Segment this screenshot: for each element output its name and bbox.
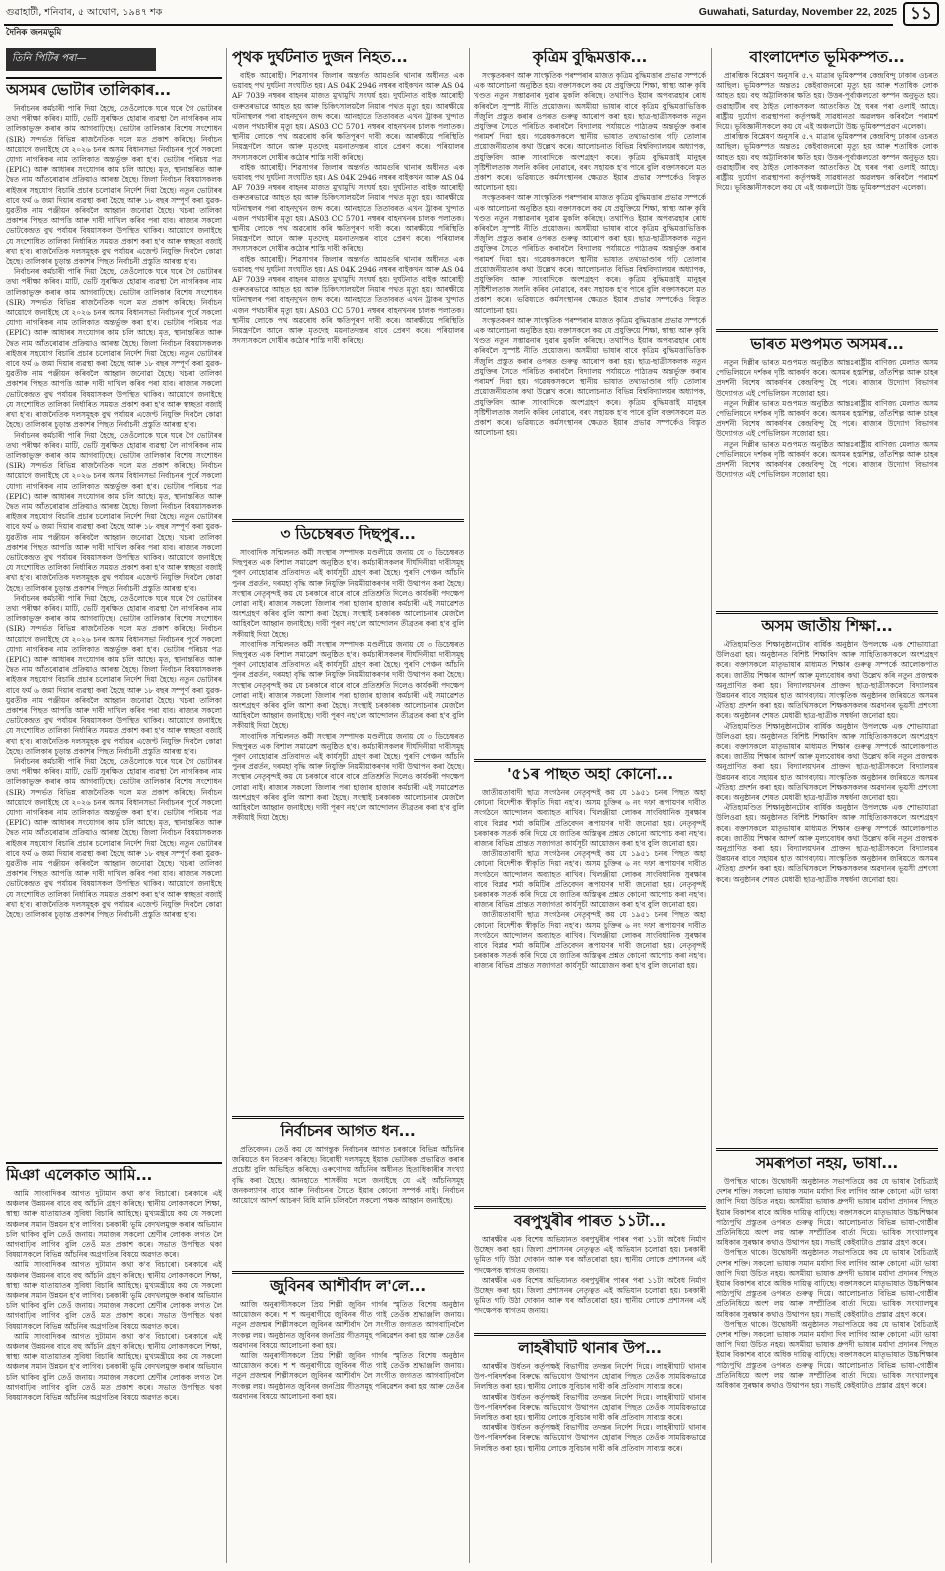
- story-body: প্ৰতিবেদন। তেওঁ কয় যে আগন্তুক নিৰ্বাচনৰ আগত চৰকাৰে বিভিন্ন আঁচনিৰ জৰিয়তে ধন বিতৰণ কৰিছে। বিৰোধী দলসমূহে ইয়াক ভোটাৰক প্ৰভাৱিত কৰাৰ প্ৰচেষ্টা বুলি অভিহিত কৰিছে। ওৰুণোদয় আঁচনিৰ অধীনত হিতাধিকাৰীৰ সংখ্যা বৃদ্ধি কৰা হৈছে। আনহাতে শাসকীয় দলে জনাইছে যে এই আঁচনিসমূহ জনকল্যাণৰ বাবে আৰু নিৰ্বাচনৰ সৈতে ইয়াৰ কোনো সম্পৰ্ক নাই। নিৰ্বাচন আয়োগে আদৰ্শ আচৰণ বিধি মানি চলিবলৈ সকলো পক্ষক আহ্বান জনাইছে।: [232, 1145, 464, 1206]
- date-english: Guwahati, Saturday, November 22, 2025: [698, 6, 897, 18]
- headline-container: [6, 77, 222, 100]
- story-headline: অসমৰ ভোটাৰ তালিকাৰ...: [6, 81, 171, 99]
- story-borpukhuri: [474, 1206, 706, 1325]
- headline-container: [716, 329, 938, 354]
- brand-bar: [4, 24, 893, 38]
- story-headline: জুবিনৰ আশীৰ্বাদ ল'লে...: [270, 1277, 426, 1295]
- story-body: আমি সাংবাদিকৰ আগত দুটামান কথা ক'ব বিচাৰো। চৰকাৰে এই অঞ্চলৰ উন্নয়নৰ বাবে বহু আঁচনি গ্ৰহণ কৰিছে। স্থানীয় লোকসকলে শিক্ষা, স্বাস্থ্য আৰু যাতায়াতৰ সুবিধা বিচাৰি আহিছে। মুখ্যমন্ত্ৰীয়ে কয় যে সকলো অঞ্চলৰ সমান উন্নয়ন হ'ব লাগিব। চৰকাৰী ভূমি বেদখলমুক্ত কৰাৰ অভিযান চলি থাকিব বুলি তেওঁ জনায়। সমাজৰ সকলো শ্ৰেণীৰ লোকক লগত লৈ আগবাঢ়িব লাগিব বুলি তেওঁ মত প্ৰকাশ কৰে। সভাত উপস্থিত থকা বিষয়াসকলে বিভিন্ন আঁচনিৰ অগ্ৰগতিৰ বিষয়ে অৱগত কৰে। আমি সাংবাদিকৰ আগত দুটামান কথা ক'ব বিচাৰো। চৰকাৰে এই অঞ্চলৰ উন্নয়নৰ বাবে বহু আঁচনি গ্ৰহণ কৰিছে। স্থানীয় লোকসকলে শিক্ষা, স্বাস্থ্য আৰু যাতায়াতৰ সুবিধা বিচাৰি আহিছে। মুখ্যমন্ত্ৰীয়ে কয় যে সকলো অঞ্চলৰ সমান উন্নয়ন হ'ব লাগিব। চৰকাৰী ভূমি বেদখলমুক্ত কৰাৰ অভিযান চলি থাকিব বুলি তেওঁ জনায়। সমাজৰ সকলো শ্ৰেণীৰ লোকক লগত লৈ আগবাঢ়িব লাগিব বুলি তেওঁ মত প্ৰকাশ কৰে। সভাত উপস্থিত থকা বিষয়াসকলে বিভিন্ন আঁচনিৰ অগ্ৰগতিৰ বিষয়ে অৱগত কৰে। আমি সাংবাদিকৰ আগত দুটামান কথা ক'ব বিচাৰো। চৰকাৰে এই অঞ্চলৰ উন্নয়নৰ বাবে বহু আঁচনি গ্ৰহণ কৰিছে। স্থানীয় লোকসকলে শিক্ষা, স্বাস্থ্য আৰু যাতায়াতৰ সুবিধা বিচাৰি আহিছে। মুখ্যমন্ত্ৰীয়ে কয় যে সকলো অঞ্চলৰ সমান উন্নয়ন হ'ব লাগিব। চৰকাৰী ভূমি বেদখলমুক্ত কৰাৰ অভিযান চলি থাকিব বুলি তেওঁ জনায়। সমাজৰ সকলো শ্ৰেণীৰ লোকক লগত লৈ আগবাঢ়িব লাগিব বুলি তেওঁ মত প্ৰকাশ কৰে। সভাত উপস্থিত থকা বিষয়াসকলে বিভিন্ন আঁচনিৰ অগ্ৰগতিৰ বিষয়ে অৱগত কৰে।: [6, 1189, 222, 1403]
- story-body: সাংবাদিক সন্মিলনত কৰ্মী সংস্থাৰ সম্পাদক মণ্ডলীয়ে জনায় যে ৩ ডিচেম্বৰত দিছপুৰত এক বিশাল সমাৱেশ অনুষ্ঠিত হ'ব। কৰ্মচাৰীসকলৰ দীৰ্ঘদিনীয়া দাবীসমূহ পূৰণ নোহোৱাৰ প্ৰতিবাদত এই কাৰ্যসূচী গ্ৰহণ কৰা হৈছে। পুৰণি পেঞ্চন আঁচনি পুনৰ প্ৰৱৰ্তন, দৰমহা বৃদ্ধি আৰু নিযুক্তি নিয়মীয়াকৰণৰ দাবী উত্থাপন কৰা হৈছে। সংস্থাৰ নেতৃবৃন্দই কয় যে চৰকাৰে বাৰে বাৰে প্ৰতিশ্ৰুতি দিলেও কাৰ্যকৰী পদক্ষেপ লোৱা নাই। ৰাজ্যৰ সকলো জিলাৰ পৰা হাজাৰ হাজাৰ কৰ্মচাৰী এই সমাৱেশত অংশগ্ৰহণ কৰিব বুলি আশা কৰা হৈছে। সংস্থাই চৰকাৰক আলোচনাৰ মেজলৈ আহিবলৈ আহ্বান জনাইছে। দাবী পূৰণ নহ'লে আন্দোলন তীব্ৰতৰ কৰা হ'ব বুলি সকীয়াই দিয়া হৈছে। সাংবাদিক সন্মিলনত কৰ্মী সংস্থাৰ সম্পাদক মণ্ডলীয়ে জনায় যে ৩ ডিচেম্বৰত দিছপুৰত এক বিশাল সমাৱেশ অনুষ্ঠিত হ'ব। কৰ্মচাৰীসকলৰ দীৰ্ঘদিনীয়া দাবীসমূহ পূৰণ নোহোৱাৰ প্ৰতিবাদত এই কাৰ্যসূচী গ্ৰহণ কৰা হৈছে। পুৰণি পেঞ্চন আঁচনি পুনৰ প্ৰৱৰ্তন, দৰমহা বৃদ্ধি আৰু নিযুক্তি নিয়মীয়াকৰণৰ দাবী উত্থাপন কৰা হৈছে। সংস্থাৰ নেতৃবৃন্দই কয় যে চৰকাৰে বাৰে বাৰে প্ৰতিশ্ৰুতি দিলেও কাৰ্যকৰী পদক্ষেপ লোৱা নাই। ৰাজ্যৰ সকলো জিলাৰ পৰা হাজাৰ হাজাৰ কৰ্মচাৰী এই সমাৱেশত অংশগ্ৰহণ কৰিব বুলি আশা কৰা হৈছে। সংস্থাই চৰকাৰক আলোচনাৰ মেজলৈ আহিবলৈ আহ্বান জনাইছে। দাবী পূৰণ নহ'লে আন্দোলন তীব্ৰতৰ কৰা হ'ব বুলি সকীয়াই দিয়া হৈছে। সাংবাদিক সন্মিলনত কৰ্মী সংস্থাৰ সম্পাদক মণ্ডলীয়ে জনায় যে ৩ ডিচেম্বৰত দিছপুৰত এক বিশাল সমাৱেশ অনুষ্ঠিত হ'ব। কৰ্মচাৰীসকলৰ দীৰ্ঘদিনীয়া দাবীসমূহ পূৰণ নোহোৱাৰ প্ৰতিবাদত এই কাৰ্যসূচী গ্ৰহণ কৰা হৈছে। পুৰণি পেঞ্চন আঁচনি পুনৰ প্ৰৱৰ্তন, দৰমহা বৃদ্ধি আৰু নিযুক্তি নিয়মীয়াকৰণৰ দাবী উত্থাপন কৰা হৈছে। সংস্থাৰ নেতৃবৃন্দই কয় যে চৰকাৰে বাৰে বাৰে প্ৰতিশ্ৰুতি দিলেও কাৰ্যকৰী পদক্ষেপ লোৱা নাই। ৰাজ্যৰ সকলো জিলাৰ পৰা হাজাৰ হাজাৰ কৰ্মচাৰী এই সমাৱেশত অংশগ্ৰহণ কৰিব বুলি আশা কৰা হৈছে। সংস্থাই চৰকাৰক আলোচনাৰ মেজলৈ আহিবলৈ আহ্বান জনাইছে। দাবী পূৰণ নহ'লে আন্দোলন তীব্ৰতৰ কৰা হ'ব বুলি সকীয়াই দিয়া হৈছে।: [232, 548, 464, 823]
- story-jatiya-shiksha: [716, 611, 938, 1140]
- story-voter-list: [6, 77, 222, 1154]
- column-divider: [711, 48, 712, 1563]
- masthead: [0, 0, 945, 42]
- story-headline: অসম জাতীয় শিক্ষা...: [761, 617, 893, 635]
- story-bharat-mandapam: [716, 329, 938, 603]
- story-headline: ৩ ডিচেম্বৰত দিছপুৰ...: [280, 525, 416, 543]
- section-label: তিনি পিটিৰ পৰা—: [6, 48, 156, 71]
- story-headline: নিৰ্বাচনৰ আগত ধন...: [280, 1122, 416, 1140]
- headline-container: [232, 1271, 464, 1296]
- story-body: জাতীয়তাবাদী ছাত্ৰ সংগঠনৰ নেতৃবৃন্দই কয় যে ১৯৫১ চনৰ পিছত অহা কোনো বিদেশীক স্বীকৃতি দিয়া নহ'ব। অসম চুক্তিৰ ৬ নং দফা ৰূপায়ণৰ দাবীত সংগঠনে আন্দোলন অব্যাহত ৰাখিব। খিলঞ্জীয়া লোকৰ সাংবিধানিক সুৰক্ষাৰ বাবে বিপ্লৱ শৰ্মা কমিটিৰ প্ৰতিবেদন ৰূপায়ণৰ দাবী জনোৱা হয়। নেতৃবৃন্দই চৰকাৰক সতৰ্ক কৰি দিয়ে যে জাতিৰ অস্তিত্বৰ প্ৰশ্নত কোনো আপোচ কৰা নহ'ব। ৰাজ্যৰ বিভিন্ন প্ৰান্তত সজাগতা কাৰ্যসূচী আয়োজন কৰা হ'ব বুলি জনোৱা হয়। জাতীয়তাবাদী ছাত্ৰ সংগঠনৰ নেতৃবৃন্দই কয় যে ১৯৫১ চনৰ পিছত অহা কোনো বিদেশীক স্বীকৃতি দিয়া নহ'ব। অসম চুক্তিৰ ৬ নং দফা ৰূপায়ণৰ দাবীত সংগঠনে আন্দোলন অব্যাহত ৰাখিব। খিলঞ্জীয়া লোকৰ সাংবিধানিক সুৰক্ষাৰ বাবে বিপ্লৱ শৰ্মা কমিটিৰ প্ৰতিবেদন ৰূপায়ণৰ দাবী জনোৱা হয়। নেতৃবৃন্দই চৰকাৰক সতৰ্ক কৰি দিয়ে যে জাতিৰ অস্তিত্বৰ প্ৰশ্নত কোনো আপোচ কৰা নহ'ব। ৰাজ্যৰ বিভিন্ন প্ৰান্তত সজাগতা কাৰ্যসূচী আয়োজন কৰা হ'ব বুলি জনোৱা হয়। জাতীয়তাবাদী ছাত্ৰ সংগঠনৰ নেতৃবৃন্দই কয় যে ১৯৫১ চনৰ পিছত অহা কোনো বিদেশীক স্বীকৃতি দিয়া নহ'ব। অসম চুক্তিৰ ৬ নং দফা ৰূপায়ণৰ দাবীত সংগঠনে আন্দোলন অব্যাহত ৰাখিব। খিলঞ্জীয়া লোকৰ সাংবিধানিক সুৰক্ষাৰ বাবে বিপ্লৱ শৰ্মা কমিটিৰ প্ৰতিবেদন ৰূপায়ণৰ দাবী জনোৱা হয়। নেতৃবৃন্দই চৰকাৰক সতৰ্ক কৰি দিয়ে যে জাতিৰ অস্তিত্বৰ প্ৰশ্নত কোনো আপোচ কৰা নহ'ব। ৰাজ্যৰ বিভিন্ন প্ৰান্তত সজাগতা কাৰ্যসূচী আয়োজন কৰা হ'ব বুলি জনোৱা হয়।: [474, 788, 706, 971]
- story-headline: সমৰূপতা নহয়, ভাষা...: [755, 1154, 899, 1172]
- column-divider: [226, 48, 227, 1563]
- headline-container: [716, 1148, 938, 1173]
- story-mia-area: [6, 1162, 222, 1563]
- column-3: [474, 48, 706, 1563]
- date-assamese: গুৱাহাটী, শনিবাৰ, ৫ আঘোণ, ১৯৪৭ শক: [6, 7, 163, 18]
- story-dispur: [232, 519, 464, 1108]
- story-laharighat: [474, 1333, 706, 1522]
- story-headline: বৰপুখুৰীৰ পাৰত ১১টা...: [514, 1212, 666, 1230]
- story-body: উপস্থিত থাকে। উদ্বোধনী অনুষ্ঠানত সভাপতিয়ে কয় যে ভাষাৰ বৈচিত্ৰ্যই দেশৰ শক্তি। সকলো ভাষাক সমান মৰ্যাদা দিব লাগিব আৰু কোনো এটা ভাষা জাপি দিয়া উচিত নহয়। অসমীয়া ভাষাক ধ্ৰুপদী ভাষাৰ মৰ্যাদা প্ৰদানৰ পিছত ইয়াৰ বিকাশৰ বাবে অধিক দায়িত্ব বাঢ়িছে। বক্তাসকলে মাতৃভাষাত উচ্চশিক্ষাৰ পাঠ্যপুথি প্ৰস্তুতৰ ওপৰত গুৰুত্ব দিয়ে। আলোচনাত বিভিন্ন ভাষা-গোষ্ঠীৰ প্ৰতিনিধিয়ে অংশ লয় আৰু সম্প্ৰীতিৰ বাৰ্তা দিয়ে। ভাষিক সংখ্যালঘুৰ অধিকাৰ সুৰক্ষাৰ কথাও উত্থাপন হয়। সভাই কেইবাটাও প্ৰস্তাৱ গ্ৰহণ কৰে। উপস্থিত থাকে। উদ্বোধনী অনুষ্ঠানত সভাপতিয়ে কয় যে ভাষাৰ বৈচিত্ৰ্যই দেশৰ শক্তি। সকলো ভাষাক সমান মৰ্যাদা দিব লাগিব আৰু কোনো এটা ভাষা জাপি দিয়া উচিত নহয়। অসমীয়া ভাষাক ধ্ৰুপদী ভাষাৰ মৰ্যাদা প্ৰদানৰ পিছত ইয়াৰ বিকাশৰ বাবে অধিক দায়িত্ব বাঢ়িছে। বক্তাসকলে মাতৃভাষাত উচ্চশিক্ষাৰ পাঠ্যপুথি প্ৰস্তুতৰ ওপৰত গুৰুত্ব দিয়ে। আলোচনাত বিভিন্ন ভাষা-গোষ্ঠীৰ প্ৰতিনিধিয়ে অংশ লয় আৰু সম্প্ৰীতিৰ বাৰ্তা দিয়ে। ভাষিক সংখ্যালঘুৰ অধিকাৰ সুৰক্ষাৰ কথাও উত্থাপন হয়। সভাই কেইবাটাও প্ৰস্তাৱ গ্ৰহণ কৰে। উপস্থিত থাকে। উদ্বোধনী অনুষ্ঠানত সভাপতিয়ে কয় যে ভাষাৰ বৈচিত্ৰ্যই দেশৰ শক্তি। সকলো ভাষাক সমান মৰ্যাদা দিব লাগিব আৰু কোনো এটা ভাষা জাপি দিয়া উচিত নহয়। অসমীয়া ভাষাক ধ্ৰুপদী ভাষাৰ মৰ্যাদা প্ৰদানৰ পিছত ইয়াৰ বিকাশৰ বাবে অধিক দায়িত্ব বাঢ়িছে। বক্তাসকলে মাতৃভাষাত উচ্চশিক্ষাৰ পাঠ্যপুথি প্ৰস্তুতৰ ওপৰত গুৰুত্ব দিয়ে। আলোচনাত বিভিন্ন ভাষা-গোষ্ঠীৰ প্ৰতিনিধিয়ে অংশ লয় আৰু সম্প্ৰীতিৰ বাৰ্তা দিয়ে। ভাষিক সংখ্যালঘুৰ অধিকাৰ সুৰক্ষাৰ কথাও উত্থাপন হয়। সভাই কেইবাটাও প্ৰস্তাৱ গ্ৰহণ কৰে।: [716, 1177, 938, 1391]
- newspaper-brand: দৈনিক জনমভূমি: [6, 28, 62, 38]
- page-number: ১১: [903, 2, 939, 26]
- story-1951: [474, 759, 706, 1198]
- story-headline: কৃত্ৰিম বুদ্ধিমত্তাক...: [532, 48, 648, 66]
- story-body: আৰক্ষীৰ এক বিশেষ অভিযানত বৰপুখুৰীৰ পাৰৰ পৰা ১১টা অবৈধ নিৰ্মাণ উচ্ছেদ কৰা হয়। জিলা প্ৰশাসনৰ নেতৃত্বত এই অভিযান চলোৱা হয়। চৰকাৰী ভূমিত গঢ়ি উঠা দোকান আৰু ঘৰ আঁতৰোৱা হয়। স্থানীয় লোকে প্ৰশাসনৰ এই পদক্ষেপক স্বাগতম জনায়। আৰক্ষীৰ এক বিশেষ অভিযানত বৰপুখুৰীৰ পাৰৰ পৰা ১১টা অবৈধ নিৰ্মাণ উচ্ছেদ কৰা হয়। জিলা প্ৰশাসনৰ নেতৃত্বত এই অভিযান চলোৱা হয়। চৰকাৰী ভূমিত গঢ়ি উঠা দোকান আৰু ঘৰ আঁতৰোৱা হয়। স্থানীয় লোকে প্ৰশাসনৰ এই পদক্ষেপক স্বাগতম জনায়।: [474, 1235, 706, 1316]
- story-headline: বাংলাদেশত ভূমিকম্পত...: [749, 48, 905, 66]
- story-headline: লাহৰীঘাট থানাৰ উপ...: [518, 1339, 662, 1357]
- column-divider: [469, 48, 470, 1563]
- headline-container: [474, 1333, 706, 1358]
- story-bangladesh-quake: [716, 48, 938, 321]
- story-body: সংস্কৃতকৰণ আৰু সাংস্কৃতিক পৰম্পৰাৰ মাজত কৃত্ৰিম বুদ্ধিমত্তাৰ প্ৰভাৱ সম্পৰ্কে এক আলোচনা অনুষ্ঠিত হয়। বক্তাসকলে কয় যে প্ৰযুক্তিয়ে শিক্ষা, স্বাস্থ্য আৰু কৃষি খণ্ডত নতুন সম্ভাৱনাৰ দুৱাৰ মুকলি কৰিছে। তথাপিও ইয়াৰ অপব্যৱহাৰ ৰোধ কৰিবলৈ সুস্পষ্ট নীতি প্ৰয়োজন। অসমীয়া ভাষাৰ বাবে কৃত্ৰিম বুদ্ধিমত্তাভিত্তিক সঁজুলি প্ৰস্তুত কৰাৰ ওপৰত গুৰুত্ব আৰোপ কৰা হয়। ছাত্ৰ-ছাত্ৰীসকলক নতুন প্ৰযুক্তিৰ সৈতে পৰিচিত কৰাবলৈ বিদ্যালয় পৰ্যায়তে পাঠ্যক্ৰম অন্তৰ্ভুক্ত কৰাৰ পৰামৰ্শ দিয়া হয়। গৱেষকসকলে স্থানীয় ভাষাত তথ্যভাণ্ডাৰ গঢ়ি তোলাৰ প্ৰয়োজনীয়তাৰ কথা উল্লেখ কৰে। আলোচনাত বিভিন্ন বিশ্ববিদ্যালয়ৰ অধ্যাপক, প্ৰযুক্তিবিদ আৰু সাংবাদিকে অংশগ্ৰহণ কৰে। কৃত্ৰিম বুদ্ধিমত্তাই মানুহৰ সৃষ্টিশীলতাক সলনি কৰিব নোৱাৰে, বৰং সহায়ক হ'ব পাৰে বুলি বক্তাসকলে মত প্ৰকাশ কৰে। ভৱিষ্যতে কৰ্মসংস্থানৰ ক্ষেত্ৰত ইয়াৰ প্ৰভাৱ সম্পৰ্কেও বিস্তৃত আলোচনা হয়। সংস্কৃতকৰণ আৰু সাংস্কৃতিক পৰম্পৰাৰ মাজত কৃত্ৰিম বুদ্ধিমত্তাৰ প্ৰভাৱ সম্পৰ্কে এক আলোচনা অনুষ্ঠিত হয়। বক্তাসকলে কয় যে প্ৰযুক্তিয়ে শিক্ষা, স্বাস্থ্য আৰু কৃষি খণ্ডত নতুন সম্ভাৱনাৰ দুৱাৰ মুকলি কৰিছে। তথাপিও ইয়াৰ অপব্যৱহাৰ ৰোধ কৰিবলৈ সুস্পষ্ট নীতি প্ৰয়োজন। অসমীয়া ভাষাৰ বাবে কৃত্ৰিম বুদ্ধিমত্তাভিত্তিক সঁজুলি প্ৰস্তুত কৰাৰ ওপৰত গুৰুত্ব আৰোপ কৰা হয়। ছাত্ৰ-ছাত্ৰীসকলক নতুন প্ৰযুক্তিৰ সৈতে পৰিচিত কৰাবলৈ বিদ্যালয় পৰ্যায়তে পাঠ্যক্ৰম অন্তৰ্ভুক্ত কৰাৰ পৰামৰ্শ দিয়া হয়। গৱেষকসকলে স্থানীয় ভাষাত তথ্যভাণ্ডাৰ গঢ়ি তোলাৰ প্ৰয়োজনীয়তাৰ কথা উল্লেখ কৰে। আলোচনাত বিভিন্ন বিশ্ববিদ্যালয়ৰ অধ্যাপক, প্ৰযুক্তিবিদ আৰু সাংবাদিকে অংশগ্ৰহণ কৰে। কৃত্ৰিম বুদ্ধিমত্তাই মানুহৰ সৃষ্টিশীলতাক সলনি কৰিব নোৱাৰে, বৰং সহায়ক হ'ব পাৰে বুলি বক্তাসকলে মত প্ৰকাশ কৰে। ভৱিষ্যতে কৰ্মসংস্থানৰ ক্ষেত্ৰত ইয়াৰ প্ৰভাৱ সম্পৰ্কেও বিস্তৃত আলোচনা হয়। সংস্কৃতকৰণ আৰু সাংস্কৃতিক পৰম্পৰাৰ মাজত কৃত্ৰিম বুদ্ধিমত্তাৰ প্ৰভাৱ সম্পৰ্কে এক আলোচনা অনুষ্ঠিত হয়। বক্তাসকলে কয় যে প্ৰযুক্তিয়ে শিক্ষা, স্বাস্থ্য আৰু কৃষি খণ্ডত নতুন সম্ভাৱনাৰ দুৱাৰ মুকলি কৰিছে। তথাপিও ইয়াৰ অপব্যৱহাৰ ৰোধ কৰিবলৈ সুস্পষ্ট নীতি প্ৰয়োজন। অসমীয়া ভাষাৰ বাবে কৃত্ৰিম বুদ্ধিমত্তাভিত্তিক সঁজুলি প্ৰস্তুত কৰাৰ ওপৰত গুৰুত্ব আৰোপ কৰা হয়। ছাত্ৰ-ছাত্ৰীসকলক নতুন প্ৰযুক্তিৰ সৈতে পৰিচিত কৰাবলৈ বিদ্যালয় পৰ্যায়তে পাঠ্যক্ৰম অন্তৰ্ভুক্ত কৰাৰ পৰামৰ্শ দিয়া হয়। গৱেষকসকলে স্থানীয় ভাষাত তথ্যভাণ্ডাৰ গঢ়ি তোলাৰ প্ৰয়োজনীয়তাৰ কথা উল্লেখ কৰে। আলোচনাত বিভিন্ন বিশ্ববিদ্যালয়ৰ অধ্যাপক, প্ৰযুক্তিবিদ আৰু সাংবাদিকে অংশগ্ৰহণ কৰে। কৃত্ৰিম বুদ্ধিমত্তাই মানুহৰ সৃষ্টিশীলতাক সলনি কৰিব নোৱাৰে, বৰং সহায়ক হ'ব পাৰে বুলি বক্তাসকলে মত প্ৰকাশ কৰে। ভৱিষ্যতে কৰ্মসংস্থানৰ ক্ষেত্ৰত ইয়াৰ প্ৰভাৱ সম্পৰ্কেও বিস্তৃত আলোচনা হয়।: [474, 71, 706, 438]
- column-2: [232, 48, 464, 1563]
- story-zubeen: [232, 1271, 464, 1563]
- headline-container: [232, 1116, 464, 1141]
- story-body: প্ৰাৰম্ভিক বিশ্লেষণ অনুসৰি ৫.৭ মাত্ৰাৰ ভূমিকম্পৰ কেন্দ্ৰবিন্দু ঢাকাৰ ওচৰত আছিল। ভূমিকম্পত অন্ততঃ কেইবাজনৰো মৃত্যু হয় আৰু শতাধিক লোক আহত হয়। বহু অট্টালিকাৰ ক্ষতি হয়। উত্তৰ-পূৰ্বাঞ্চলতো কম্পন অনুভূত হয়। গুৱাহাটীৰ বহু ঠাইত লোকসকল আতংকিত হৈ ঘৰৰ পৰা ওলাই আহে। ৰাষ্ট্ৰীয় দুৰ্যোগ ব্যৱস্থাপনা কৰ্তৃপক্ষই সাৱধানতা অৱলম্বন কৰিবলৈ পৰামৰ্শ দিয়ে। ভূবিজ্ঞানীসকলে কয় যে এই অঞ্চলটো উচ্চ ভূমিকম্পপ্ৰৱণ এলেকা। প্ৰাৰম্ভিক বিশ্লেষণ অনুসৰি ৫.৭ মাত্ৰাৰ ভূমিকম্পৰ কেন্দ্ৰবিন্দু ঢাকাৰ ওচৰত আছিল। ভূমিকম্পত অন্ততঃ কেইবাজনৰো মৃত্যু হয় আৰু শতাধিক লোক আহত হয়। বহু অট্টালিকাৰ ক্ষতি হয়। উত্তৰ-পূৰ্বাঞ্চলতো কম্পন অনুভূত হয়। গুৱাহাটীৰ বহু ঠাইত লোকসকল আতংকিত হৈ ঘৰৰ পৰা ওলাই আহে। ৰাষ্ট্ৰীয় দুৰ্যোগ ব্যৱস্থাপনা কৰ্তৃপক্ষই সাৱধানতা অৱলম্বন কৰিবলৈ পৰামৰ্শ দিয়ে। ভূবিজ্ঞানীসকলে কয় যে এই অঞ্চলটো উচ্চ ভূমিকম্পপ্ৰৱণ এলেকা।: [716, 71, 938, 193]
- story-accident: [232, 48, 464, 511]
- story-body: নিৰ্বাচনৰ কৰ্মচাৰী পাৰি দিয়া হৈছে, তেওঁলোকে ঘৰে ঘৰে গৈ ভোটাৰৰ তথ্য পৰীক্ষা কৰিব। মাটি, ভেটি সুৰক্ষিত হোৱাৰ ব্যৱস্থা লৈ নাগৰিকৰ নাম তালিকাভুক্ত কৰাৰ কাম আগবাঢ়িছে। ভোটাৰ তালিকাৰ বিশেষ সংশোধন (SIR) সন্দৰ্ভত বিভিন্ন ৰাজনৈতিক দলে মত প্ৰকাশ কৰিছে। নিৰ্বাচন আয়োগে জনাইছে যে ২০২৬ চনৰ অসম বিধানসভা নিৰ্বাচনৰ পূৰ্বে সকলো যোগ্য নাগৰিকৰ নাম তালিকাত অন্তৰ্ভুক্ত কৰা হ'ব। ভোটাৰ পৰিচয় পত্ৰ (EPIC) আৰু আধাৰৰ সংযোগৰ কাম চলি আছে। মৃত, স্থানান্তৰিত আৰু দ্বৈত নাম আঁতৰোৱাৰ প্ৰক্ৰিয়াও আৰম্ভ হৈছে। জিলা নিৰ্বাচন বিষয়াসকলক ৰাইজৰ সহযোগ বিচাৰি প্ৰচাৰ চলোৱাৰ নিৰ্দেশ দিয়া হৈছে। নতুন ভোটাৰৰ বাবে ফৰ্ম ৬ জমা দিয়াৰ ব্যৱস্থা কৰা হৈছে আৰু ১৮ বছৰ সম্পূৰ্ণ কৰা যুৱক-যুৱতীক নাম পঞ্জীয়ন কৰিবলৈ আহ্বান জনোৱা হৈছে। খচৰা তালিকা প্ৰকাশৰ পিছত আপত্তি আৰু দাবী দাখিল কৰিব পৰা যাব। ৰাজ্যৰ সকলো ভোটকেন্দ্ৰত বুথ পৰ্যায়ৰ বিষয়াসকল উপস্থিত থাকিব। আয়োগে জনাইছে যে সংশোধিত তালিকা নিৰ্ধাৰিত সময়ত প্ৰকাশ কৰা হ'ব আৰু স্বচ্ছতা বজাই ৰখা হ'ব। ৰাজনৈতিক দলসমূহক বুথ পৰ্যায়ৰ এজেণ্ট নিযুক্তি দিবলৈ কোৱা হৈছে। তালিকাৰ চূড়ান্ত প্ৰকাশৰ পিছত নিৰ্বাচনী প্ৰস্তুতি আৰম্ভ হ'ব। নিৰ্বাচনৰ কৰ্মচাৰী পাৰি দিয়া হৈছে, তেওঁলোকে ঘৰে ঘৰে গৈ ভোটাৰৰ তথ্য পৰীক্ষা কৰিব। মাটি, ভেটি সুৰক্ষিত হোৱাৰ ব্যৱস্থা লৈ নাগৰিকৰ নাম তালিকাভুক্ত কৰাৰ কাম আগবাঢ়িছে। ভোটাৰ তালিকাৰ বিশেষ সংশোধন (SIR) সন্দৰ্ভত বিভিন্ন ৰাজনৈতিক দলে মত প্ৰকাশ কৰিছে। নিৰ্বাচন আয়োগে জনাইছে যে ২০২৬ চনৰ অসম বিধানসভা নিৰ্বাচনৰ পূৰ্বে সকলো যোগ্য নাগৰিকৰ নাম তালিকাত অন্তৰ্ভুক্ত কৰা হ'ব। ভোটাৰ পৰিচয় পত্ৰ (EPIC) আৰু আধাৰৰ সংযোগৰ কাম চলি আছে। মৃত, স্থানান্তৰিত আৰু দ্বৈত নাম আঁতৰোৱাৰ প্ৰক্ৰিয়াও আৰম্ভ হৈছে। জিলা নিৰ্বাচন বিষয়াসকলক ৰাইজৰ সহযোগ বিচাৰি প্ৰচাৰ চলোৱাৰ নিৰ্দেশ দিয়া হৈছে। নতুন ভোটাৰৰ বাবে ফৰ্ম ৬ জমা দিয়াৰ ব্যৱস্থা কৰা হৈছে আৰু ১৮ বছৰ সম্পূৰ্ণ কৰা যুৱক-যুৱতীক নাম পঞ্জীয়ন কৰিবলৈ আহ্বান জনোৱা হৈছে। খচৰা তালিকা প্ৰকাশৰ পিছত আপত্তি আৰু দাবী দাখিল কৰিব পৰা যাব। ৰাজ্যৰ সকলো ভোটকেন্দ্ৰত বুথ পৰ্যায়ৰ বিষয়াসকল উপস্থিত থাকিব। আয়োগে জনাইছে যে সংশোধিত তালিকা নিৰ্ধাৰিত সময়ত প্ৰকাশ কৰা হ'ব আৰু স্বচ্ছতা বজাই ৰখা হ'ব। ৰাজনৈতিক দলসমূহক বুথ পৰ্যায়ৰ এজেণ্ট নিযুক্তি দিবলৈ কোৱা হৈছে। তালিকাৰ চূড়ান্ত প্ৰকাশৰ পিছত নিৰ্বাচনী প্ৰস্তুতি আৰম্ভ হ'ব। নিৰ্বাচনৰ কৰ্মচাৰী পাৰি দিয়া হৈছে, তেওঁলোকে ঘৰে ঘৰে গৈ ভোটাৰৰ তথ্য পৰীক্ষা কৰিব। মাটি, ভেটি সুৰক্ষিত হোৱাৰ ব্যৱস্থা লৈ নাগৰিকৰ নাম তালিকাভুক্ত কৰাৰ কাম আগবাঢ়িছে। ভোটাৰ তালিকাৰ বিশেষ সংশোধন (SIR) সন্দৰ্ভত বিভিন্ন ৰাজনৈতিক দলে মত প্ৰকাশ কৰিছে। নিৰ্বাচন আয়োগে জনাইছে যে ২০২৬ চনৰ অসম বিধানসভা নিৰ্বাচনৰ পূৰ্বে সকলো যোগ্য নাগৰিকৰ নাম তালিকাত অন্তৰ্ভুক্ত কৰা হ'ব। ভোটাৰ পৰিচয় পত্ৰ (EPIC) আৰু আধাৰৰ সংযোগৰ কাম চলি আছে। মৃত, স্থানান্তৰিত আৰু দ্বৈত নাম আঁতৰোৱাৰ প্ৰক্ৰিয়াও আৰম্ভ হৈছে। জিলা নিৰ্বাচন বিষয়াসকলক ৰাইজৰ সহযোগ বিচাৰি প্ৰচাৰ চলোৱাৰ নিৰ্দেশ দিয়া হৈছে। নতুন ভোটাৰৰ বাবে ফৰ্ম ৬ জমা দিয়াৰ ব্যৱস্থা কৰা হৈছে আৰু ১৮ বছৰ সম্পূৰ্ণ কৰা যুৱক-যুৱতীক নাম পঞ্জীয়ন কৰিবলৈ আহ্বান জনোৱা হৈছে। খচৰা তালিকা প্ৰকাশৰ পিছত আপত্তি আৰু দাবী দাখিল কৰিব পৰা যাব। ৰাজ্যৰ সকলো ভোটকেন্দ্ৰত বুথ পৰ্যায়ৰ বিষয়াসকল উপস্থিত থাকিব। আয়োগে জনাইছে যে সংশোধিত তালিকা নিৰ্ধাৰিত সময়ত প্ৰকাশ কৰা হ'ব আৰু স্বচ্ছতা বজাই ৰখা হ'ব। ৰাজনৈতিক দলসমূহক বুথ পৰ্যায়ৰ এজেণ্ট নিযুক্তি দিবলৈ কোৱা হৈছে। তালিকাৰ চূড়ান্ত প্ৰকাশৰ পিছত নিৰ্বাচনী প্ৰস্তুতি আৰম্ভ হ'ব। নিৰ্বাচনৰ কৰ্মচাৰী পাৰি দিয়া হৈছে, তেওঁলোকে ঘৰে ঘৰে গৈ ভোটাৰৰ তথ্য পৰীক্ষা কৰিব। মাটি, ভেটি সুৰক্ষিত হোৱাৰ ব্যৱস্থা লৈ নাগৰিকৰ নাম তালিকাভুক্ত কৰাৰ কাম আগবাঢ়িছে। ভোটাৰ তালিকাৰ বিশেষ সংশোধন (SIR) সন্দৰ্ভত বিভিন্ন ৰাজনৈতিক দলে মত প্ৰকাশ কৰিছে। নিৰ্বাচন আয়োগে জনাইছে যে ২০২৬ চনৰ অসম বিধানসভা নিৰ্বাচনৰ পূৰ্বে সকলো যোগ্য নাগৰিকৰ নাম তালিকাত অন্তৰ্ভুক্ত কৰা হ'ব। ভোটাৰ পৰিচয় পত্ৰ (EPIC) আৰু আধাৰৰ সংযোগৰ কাম চলি আছে। মৃত, স্থানান্তৰিত আৰু দ্বৈত নাম আঁতৰোৱাৰ প্ৰক্ৰিয়াও আৰম্ভ হৈছে। জিলা নিৰ্বাচন বিষয়াসকলক ৰাইজৰ সহযোগ বিচাৰি প্ৰচাৰ চলোৱাৰ নিৰ্দেশ দিয়া হৈছে। নতুন ভোটাৰৰ বাবে ফৰ্ম ৬ জমা দিয়াৰ ব্যৱস্থা কৰা হৈছে আৰু ১৮ বছৰ সম্পূৰ্ণ কৰা যুৱক-যুৱতীক নাম পঞ্জীয়ন কৰিবলৈ আহ্বান জনোৱা হৈছে। খচৰা তালিকা প্ৰকাশৰ পিছত আপত্তি আৰু দাবী দাখিল কৰিব পৰা যাব। ৰাজ্যৰ সকলো ভোটকেন্দ্ৰত বুথ পৰ্যায়ৰ বিষয়াসকল উপস্থিত থাকিব। আয়োগে জনাইছে যে সংশোধিত তালিকা নিৰ্ধাৰিত সময়ত প্ৰকাশ কৰা হ'ব আৰু স্বচ্ছতা বজাই ৰখা হ'ব। ৰাজনৈতিক দলসমূহক বুথ পৰ্যায়ৰ এজেণ্ট নিযুক্তি দিবলৈ কোৱা হৈছে। তালিকাৰ চূড়ান্ত প্ৰকাশৰ পিছত নিৰ্বাচনী প্ৰস্তুতি আৰম্ভ হ'ব। নিৰ্বাচনৰ কৰ্মচাৰী পাৰি দিয়া হৈছে, তেওঁলোকে ঘৰে ঘৰে গৈ ভোটাৰৰ তথ্য পৰীক্ষা কৰিব। মাটি, ভেটি সুৰক্ষিত হোৱাৰ ব্যৱস্থা লৈ নাগৰিকৰ নাম তালিকাভুক্ত কৰাৰ কাম আগবাঢ়িছে। ভোটাৰ তালিকাৰ বিশেষ সংশোধন (SIR) সন্দৰ্ভত বিভিন্ন ৰাজনৈতিক দলে মত প্ৰকাশ কৰিছে। নিৰ্বাচন আয়োগে জনাইছে যে ২০২৬ চনৰ অসম বিধানসভা নিৰ্বাচনৰ পূৰ্বে সকলো যোগ্য নাগৰিকৰ নাম তালিকাত অন্তৰ্ভুক্ত কৰা হ'ব। ভোটাৰ পৰিচয় পত্ৰ (EPIC) আৰু আধাৰৰ সংযোগৰ কাম চলি আছে। মৃত, স্থানান্তৰিত আৰু দ্বৈত নাম আঁতৰোৱাৰ প্ৰক্ৰিয়াও আৰম্ভ হৈছে। জিলা নিৰ্বাচন বিষয়াসকলক ৰাইজৰ সহযোগ বিচাৰি প্ৰচাৰ চলোৱাৰ নিৰ্দেশ দিয়া হৈছে। নতুন ভোটাৰৰ বাবে ফৰ্ম ৬ জমা দিয়াৰ ব্যৱস্থা কৰা হৈছে আৰু ১৮ বছৰ সম্পূৰ্ণ কৰা যুৱক-যুৱতীক নাম পঞ্জীয়ন কৰিবলৈ আহ্বান জনোৱা হৈছে। খচৰা তালিকা প্ৰকাশৰ পিছত আপত্তি আৰু দাবী দাখিল কৰিব পৰা যাব। ৰাজ্যৰ সকলো ভোটকেন্দ্ৰত বুথ পৰ্যায়ৰ বিষয়াসকল উপস্থিত থাকিব। আয়োগে জনাইছে যে সংশোধিত তালিকা নিৰ্ধাৰিত সময়ত প্ৰকাশ কৰা হ'ব আৰু স্বচ্ছতা বজাই ৰখা হ'ব। ৰাজনৈতিক দলসমূহক বুথ পৰ্যায়ৰ এজেণ্ট নিযুক্তি দিবলৈ কোৱা হৈছে। তালিকাৰ চূড়ান্ত প্ৰকাশৰ পিছত নিৰ্বাচনী প্ৰস্তুতি আৰম্ভ হ'ব।: [6, 104, 222, 920]
- story-body: বাইক আৰোহী। শিৱসাগৰ জিলাৰ অন্তৰ্গত আমগুৰি থানাৰ অধীনত এক ভয়াবহ পথ দুৰ্ঘটনা সংঘটিত হয়। AS 04K 2946 নম্বৰৰ বাইকখন আৰু AS 04 AF 7039 নম্বৰৰ বাহনৰ মাজত মুখামুখি সংঘৰ্ষ হয়। দুৰ্ঘটনাত বাইক আৰোহী গুৰুতৰভাৱে আহত হয় আৰু চিকিৎসালয়লৈ নিয়াৰ পথত মৃত্যু হয়। আৰক্ষীয়ে ঘটনাস্থলৰ পৰা বাহনদুখন জব্দ কৰে। আনহাতে তিতাবৰত এখন ট্ৰাকৰ খুন্দাত এজন পথচাৰীৰ মৃত্যু হয়। AS03 CC 5701 নম্বৰৰ বাহনখনৰ চালক পলাতক। স্থানীয় লোকে পথ অৱৰোধ কৰি ক্ষতিপূৰণ দাবী কৰে। আৰক্ষীয়ে পৰিস্থিতি নিয়ন্ত্ৰণলৈ আনে আৰু মৃতদেহ ময়নাতদন্তৰ বাবে প্ৰেৰণ কৰে। পৰিয়ালৰ সদস্যসকলে দোষীৰ কঠোৰ শাস্তি দাবী কৰিছে। বাইক আৰোহী। শিৱসাগৰ জিলাৰ অন্তৰ্গত আমগুৰি থানাৰ অধীনত এক ভয়াবহ পথ দুৰ্ঘটনা সংঘটিত হয়। AS 04K 2946 নম্বৰৰ বাইকখন আৰু AS 04 AF 7039 নম্বৰৰ বাহনৰ মাজত মুখামুখি সংঘৰ্ষ হয়। দুৰ্ঘটনাত বাইক আৰোহী গুৰুতৰভাৱে আহত হয় আৰু চিকিৎসালয়লৈ নিয়াৰ পথত মৃত্যু হয়। আৰক্ষীয়ে ঘটনাস্থলৰ পৰা বাহনদুখন জব্দ কৰে। আনহাতে তিতাবৰত এখন ট্ৰাকৰ খুন্দাত এজন পথচাৰীৰ মৃত্যু হয়। AS03 CC 5701 নম্বৰৰ বাহনখনৰ চালক পলাতক। স্থানীয় লোকে পথ অৱৰোধ কৰি ক্ষতিপূৰণ দাবী কৰে। আৰক্ষীয়ে পৰিস্থিতি নিয়ন্ত্ৰণলৈ আনে আৰু মৃতদেহ ময়নাতদন্তৰ বাবে প্ৰেৰণ কৰে। পৰিয়ালৰ সদস্যসকলে দোষীৰ কঠোৰ শাস্তি দাবী কৰিছে। বাইক আৰোহী। শিৱসাগৰ জিলাৰ অন্তৰ্গত আমগুৰি থানাৰ অধীনত এক ভয়াবহ পথ দুৰ্ঘটনা সংঘটিত হয়। AS 04K 2946 নম্বৰৰ বাইকখন আৰু AS 04 AF 7039 নম্বৰৰ বাহনৰ মাজত মুখামুখি সংঘৰ্ষ হয়। দুৰ্ঘটনাত বাইক আৰোহী গুৰুতৰভাৱে আহত হয় আৰু চিকিৎসালয়লৈ নিয়াৰ পথত মৃত্যু হয়। আৰক্ষীয়ে ঘটনাস্থলৰ পৰা বাহনদুখন জব্দ কৰে। আনহাতে তিতাবৰত এখন ট্ৰাকৰ খুন্দাত এজন পথচাৰীৰ মৃত্যু হয়। AS03 CC 5701 নম্বৰৰ বাহনখনৰ চালক পলাতক। স্থানীয় লোকে পথ অৱৰোধ কৰি ক্ষতিপূৰণ দাবী কৰে। আৰক্ষীয়ে পৰিস্থিতি নিয়ন্ত্ৰণলৈ আনে আৰু মৃতদেহ ময়নাতদন্তৰ বাবে প্ৰেৰণ কৰে। পৰিয়ালৰ সদস্যসকলে দোষীৰ কঠোৰ শাস্তি দাবী কৰিছে।: [232, 71, 464, 346]
- story-headline: পৃথক দুৰ্ঘটনাত দুজন নিহত...: [232, 48, 408, 66]
- story-election-money: [232, 1116, 464, 1263]
- story-body: নতুন দিল্লীৰ ভাৰত মণ্ডপমত অনুষ্ঠিত আন্তঃৰাষ্ট্ৰীয় বাণিজ্য মেলাত অসম পেভিলিয়নে দৰ্শকৰ দৃষ্টি আকৰ্ষণ কৰে। অসমৰ হস্তশিল্প, তাঁতশিল্প আৰু চাহৰ প্ৰদৰ্শনী বিশেষ আকৰ্ষণৰ কেন্দ্ৰবিন্দু হৈ পৰে। ৰাজ্যৰ উদ্যোগ বিভাগৰ উদ্যোগত এই পেভিলিয়ন সজোৱা হয়। নতুন দিল্লীৰ ভাৰত মণ্ডপমত অনুষ্ঠিত আন্তঃৰাষ্ট্ৰীয় বাণিজ্য মেলাত অসম পেভিলিয়নে দৰ্শকৰ দৃষ্টি আকৰ্ষণ কৰে। অসমৰ হস্তশিল্প, তাঁতশিল্প আৰু চাহৰ প্ৰদৰ্শনী বিশেষ আকৰ্ষণৰ কেন্দ্ৰবিন্দু হৈ পৰে। ৰাজ্যৰ উদ্যোগ বিভাগৰ উদ্যোগত এই পেভিলিয়ন সজোৱা হয়। নতুন দিল্লীৰ ভাৰত মণ্ডপমত অনুষ্ঠিত আন্তঃৰাষ্ট্ৰীয় বাণিজ্য মেলাত অসম পেভিলিয়নে দৰ্শকৰ দৃষ্টি আকৰ্ষণ কৰে। অসমৰ হস্তশিল্প, তাঁতশিল্প আৰু চাহৰ প্ৰদৰ্শনী বিশেষ আকৰ্ষণৰ কেন্দ্ৰবিন্দু হৈ পৰে। ৰাজ্যৰ উদ্যোগ বিভাগৰ উদ্যোগত এই পেভিলিয়ন সজোৱা হয়।: [716, 358, 938, 480]
- story-headline: ভাৰত মণ্ডপমত অসমৰ...: [750, 335, 904, 353]
- story-body: আজি অনুৰাগীসকলে প্ৰিয় শিল্পী জুবিন গাৰ্গৰ স্মৃতিত বিশেষ অনুষ্ঠান আয়োজন কৰে। শ শ অনুৰাগীয়ে জুবিনৰ গীত গাই তেওঁক শ্ৰদ্ধাঞ্জলি জনায়। নতুন প্ৰজন্মৰ শিল্পীসকলে জুবিনৰ আশীৰ্বাদ লৈ সংগীত জগতত আগবাঢ়িবলৈ সংকল্প লয়। অনুষ্ঠানত জুবিনৰ জনপ্ৰিয় গীতসমূহ পৰিৱেশন কৰা হয় আৰু তেওঁৰ অৱদানৰ বিষয়ে আলোচনা কৰা হয়। আজি অনুৰাগীসকলে প্ৰিয় শিল্পী জুবিন গাৰ্গৰ স্মৃতিত বিশেষ অনুষ্ঠান আয়োজন কৰে। শ শ অনুৰাগীয়ে জুবিনৰ গীত গাই তেওঁক শ্ৰদ্ধাঞ্জলি জনায়। নতুন প্ৰজন্মৰ শিল্পীসকলে জুবিনৰ আশীৰ্বাদ লৈ সংগীত জগতত আগবাঢ়িবলৈ সংকল্প লয়। অনুষ্ঠানত জুবিনৰ জনপ্ৰিয় গীতসমূহ পৰিৱেশন কৰা হয় আৰু তেওঁৰ অৱদানৰ বিষয়ে আলোচনা কৰা হয়।: [232, 1300, 464, 1401]
- story-body: ঐতিহ্যমণ্ডিত শিক্ষানুষ্ঠানটোৰ বাৰ্ষিক অনুষ্ঠান উপলক্ষে এক শোভাযাত্ৰা উলিওৱা হয়। অনুষ্ঠানত বিশিষ্ট শিক্ষাবিদ আৰু সাহিত্যিকসকলে অংশগ্ৰহণ কৰে। বক্তাসকলে মাতৃভাষাৰ মাধ্যমত শিক্ষাৰ গুৰুত্ব সম্পৰ্কে আলোকপাত কৰে। জাতীয় শিক্ষাৰ আদৰ্শ আৰু মূল্যবোধৰ কথা উল্লেখ কৰি নতুন প্ৰজন্মক অনুপ্ৰাণিত কৰা হয়। বিদ্যালয়খনৰ প্ৰাক্তন ছাত্ৰ-ছাত্ৰীসকলে বিদ্যালয়ৰ উন্নয়নৰ বাবে সহায়ৰ হাত আগবঢ়ায়। সাংস্কৃতিক অনুষ্ঠানৰ জৰিয়তে অসমৰ ঐতিহ্য প্ৰদৰ্শন কৰা হয়। অতিথিসকলে শিক্ষকসকলৰ অৱদানৰ ভূয়সী প্ৰশংসা কৰে। অনুষ্ঠানৰ শেষত মেধাৱী ছাত্ৰ-ছাত্ৰীক সম্বৰ্ধনা জনোৱা হয়। ঐতিহ্যমণ্ডিত শিক্ষানুষ্ঠানটোৰ বাৰ্ষিক অনুষ্ঠান উপলক্ষে এক শোভাযাত্ৰা উলিওৱা হয়। অনুষ্ঠানত বিশিষ্ট শিক্ষাবিদ আৰু সাহিত্যিকসকলে অংশগ্ৰহণ কৰে। বক্তাসকলে মাতৃভাষাৰ মাধ্যমত শিক্ষাৰ গুৰুত্ব সম্পৰ্কে আলোকপাত কৰে। জাতীয় শিক্ষাৰ আদৰ্শ আৰু মূল্যবোধৰ কথা উল্লেখ কৰি নতুন প্ৰজন্মক অনুপ্ৰাণিত কৰা হয়। বিদ্যালয়খনৰ প্ৰাক্তন ছাত্ৰ-ছাত্ৰীসকলে বিদ্যালয়ৰ উন্নয়নৰ বাবে সহায়ৰ হাত আগবঢ়ায়। সাংস্কৃতিক অনুষ্ঠানৰ জৰিয়তে অসমৰ ঐতিহ্য প্ৰদৰ্শন কৰা হয়। অতিথিসকলে শিক্ষকসকলৰ অৱদানৰ ভূয়সী প্ৰশংসা কৰে। অনুষ্ঠানৰ শেষত মেধাৱী ছাত্ৰ-ছাত্ৰীক সম্বৰ্ধনা জনোৱা হয়। ঐতিহ্যমণ্ডিত শিক্ষানুষ্ঠানটোৰ বাৰ্ষিক অনুষ্ঠান উপলক্ষে এক শোভাযাত্ৰা উলিওৱা হয়। অনুষ্ঠানত বিশিষ্ট শিক্ষাবিদ আৰু সাহিত্যিকসকলে অংশগ্ৰহণ কৰে। বক্তাসকলে মাতৃভাষাৰ মাধ্যমত শিক্ষাৰ গুৰুত্ব সম্পৰ্কে আলোকপাত কৰে। জাতীয় শিক্ষাৰ আদৰ্শ আৰু মূল্যবোধৰ কথা উল্লেখ কৰি নতুন প্ৰজন্মক অনুপ্ৰাণিত কৰা হয়। বিদ্যালয়খনৰ প্ৰাক্তন ছাত্ৰ-ছাত্ৰীসকলে বিদ্যালয়ৰ উন্নয়নৰ বাবে সহায়ৰ হাত আগবঢ়ায়। সাংস্কৃতিক অনুষ্ঠানৰ জৰিয়তে অসমৰ ঐতিহ্য প্ৰদৰ্শন কৰা হয়। অতিথিসকলে শিক্ষকসকলৰ অৱদানৰ ভূয়সী প্ৰশংসা কৰে। অনুষ্ঠানৰ শেষত মেধাৱী ছাত্ৰ-ছাত্ৰীক সম্বৰ্ধনা জনোৱা হয়।: [716, 640, 938, 884]
- story-headline: '৫১ৰ পাছত অহা কোনো...: [506, 765, 674, 783]
- column-1: [6, 48, 222, 1563]
- story-body: আৰক্ষীৰ উৰ্ধতন কৰ্তৃপক্ষই বিভাগীয় তদন্তৰ নিৰ্দেশ দিয়ে। লাহৰীঘাট থানাৰ উপ-পৰিদৰ্শকৰ বিৰুদ্ধে অভিযোগ উত্থাপন হোৱাৰ পিছত তেওঁক সাময়িকভাৱে নিলম্বিত কৰা হয়। স্থানীয় লোকে সুবিচাৰ দাবী কৰি প্ৰতিবাদ সাব্যস্ত কৰে। আৰক্ষীৰ উৰ্ধতন কৰ্তৃপক্ষই বিভাগীয় তদন্তৰ নিৰ্দেশ দিয়ে। লাহৰীঘাট থানাৰ উপ-পৰিদৰ্শকৰ বিৰুদ্ধে অভিযোগ উত্থাপন হোৱাৰ পিছত তেওঁক সাময়িকভাৱে নিলম্বিত কৰা হয়। স্থানীয় লোকে সুবিচাৰ দাবী কৰি প্ৰতিবাদ সাব্যস্ত কৰে। আৰক্ষীৰ উৰ্ধতন কৰ্তৃপক্ষই বিভাগীয় তদন্তৰ নিৰ্দেশ দিয়ে। লাহৰীঘাট থানাৰ উপ-পৰিদৰ্শকৰ বিৰুদ্ধে অভিযোগ উত্থাপন হোৱাৰ পিছত তেওঁক সাময়িকভাৱে নিলম্বিত কৰা হয়। স্থানীয় লোকে সুবিচাৰ দাবী কৰি প্ৰতিবাদ সাব্যস্ত কৰে।: [474, 1362, 706, 1453]
- story-ai: [474, 48, 706, 751]
- headline-container: [232, 519, 464, 544]
- column-4: [716, 48, 938, 1563]
- headline-container: [474, 1206, 706, 1231]
- headline-container: [716, 611, 938, 636]
- story-language: [716, 1148, 938, 1563]
- story-headline: মিঞা এলেকাত আমি...: [6, 1166, 153, 1184]
- headline-container: [474, 759, 706, 784]
- headline-container: [6, 1162, 222, 1185]
